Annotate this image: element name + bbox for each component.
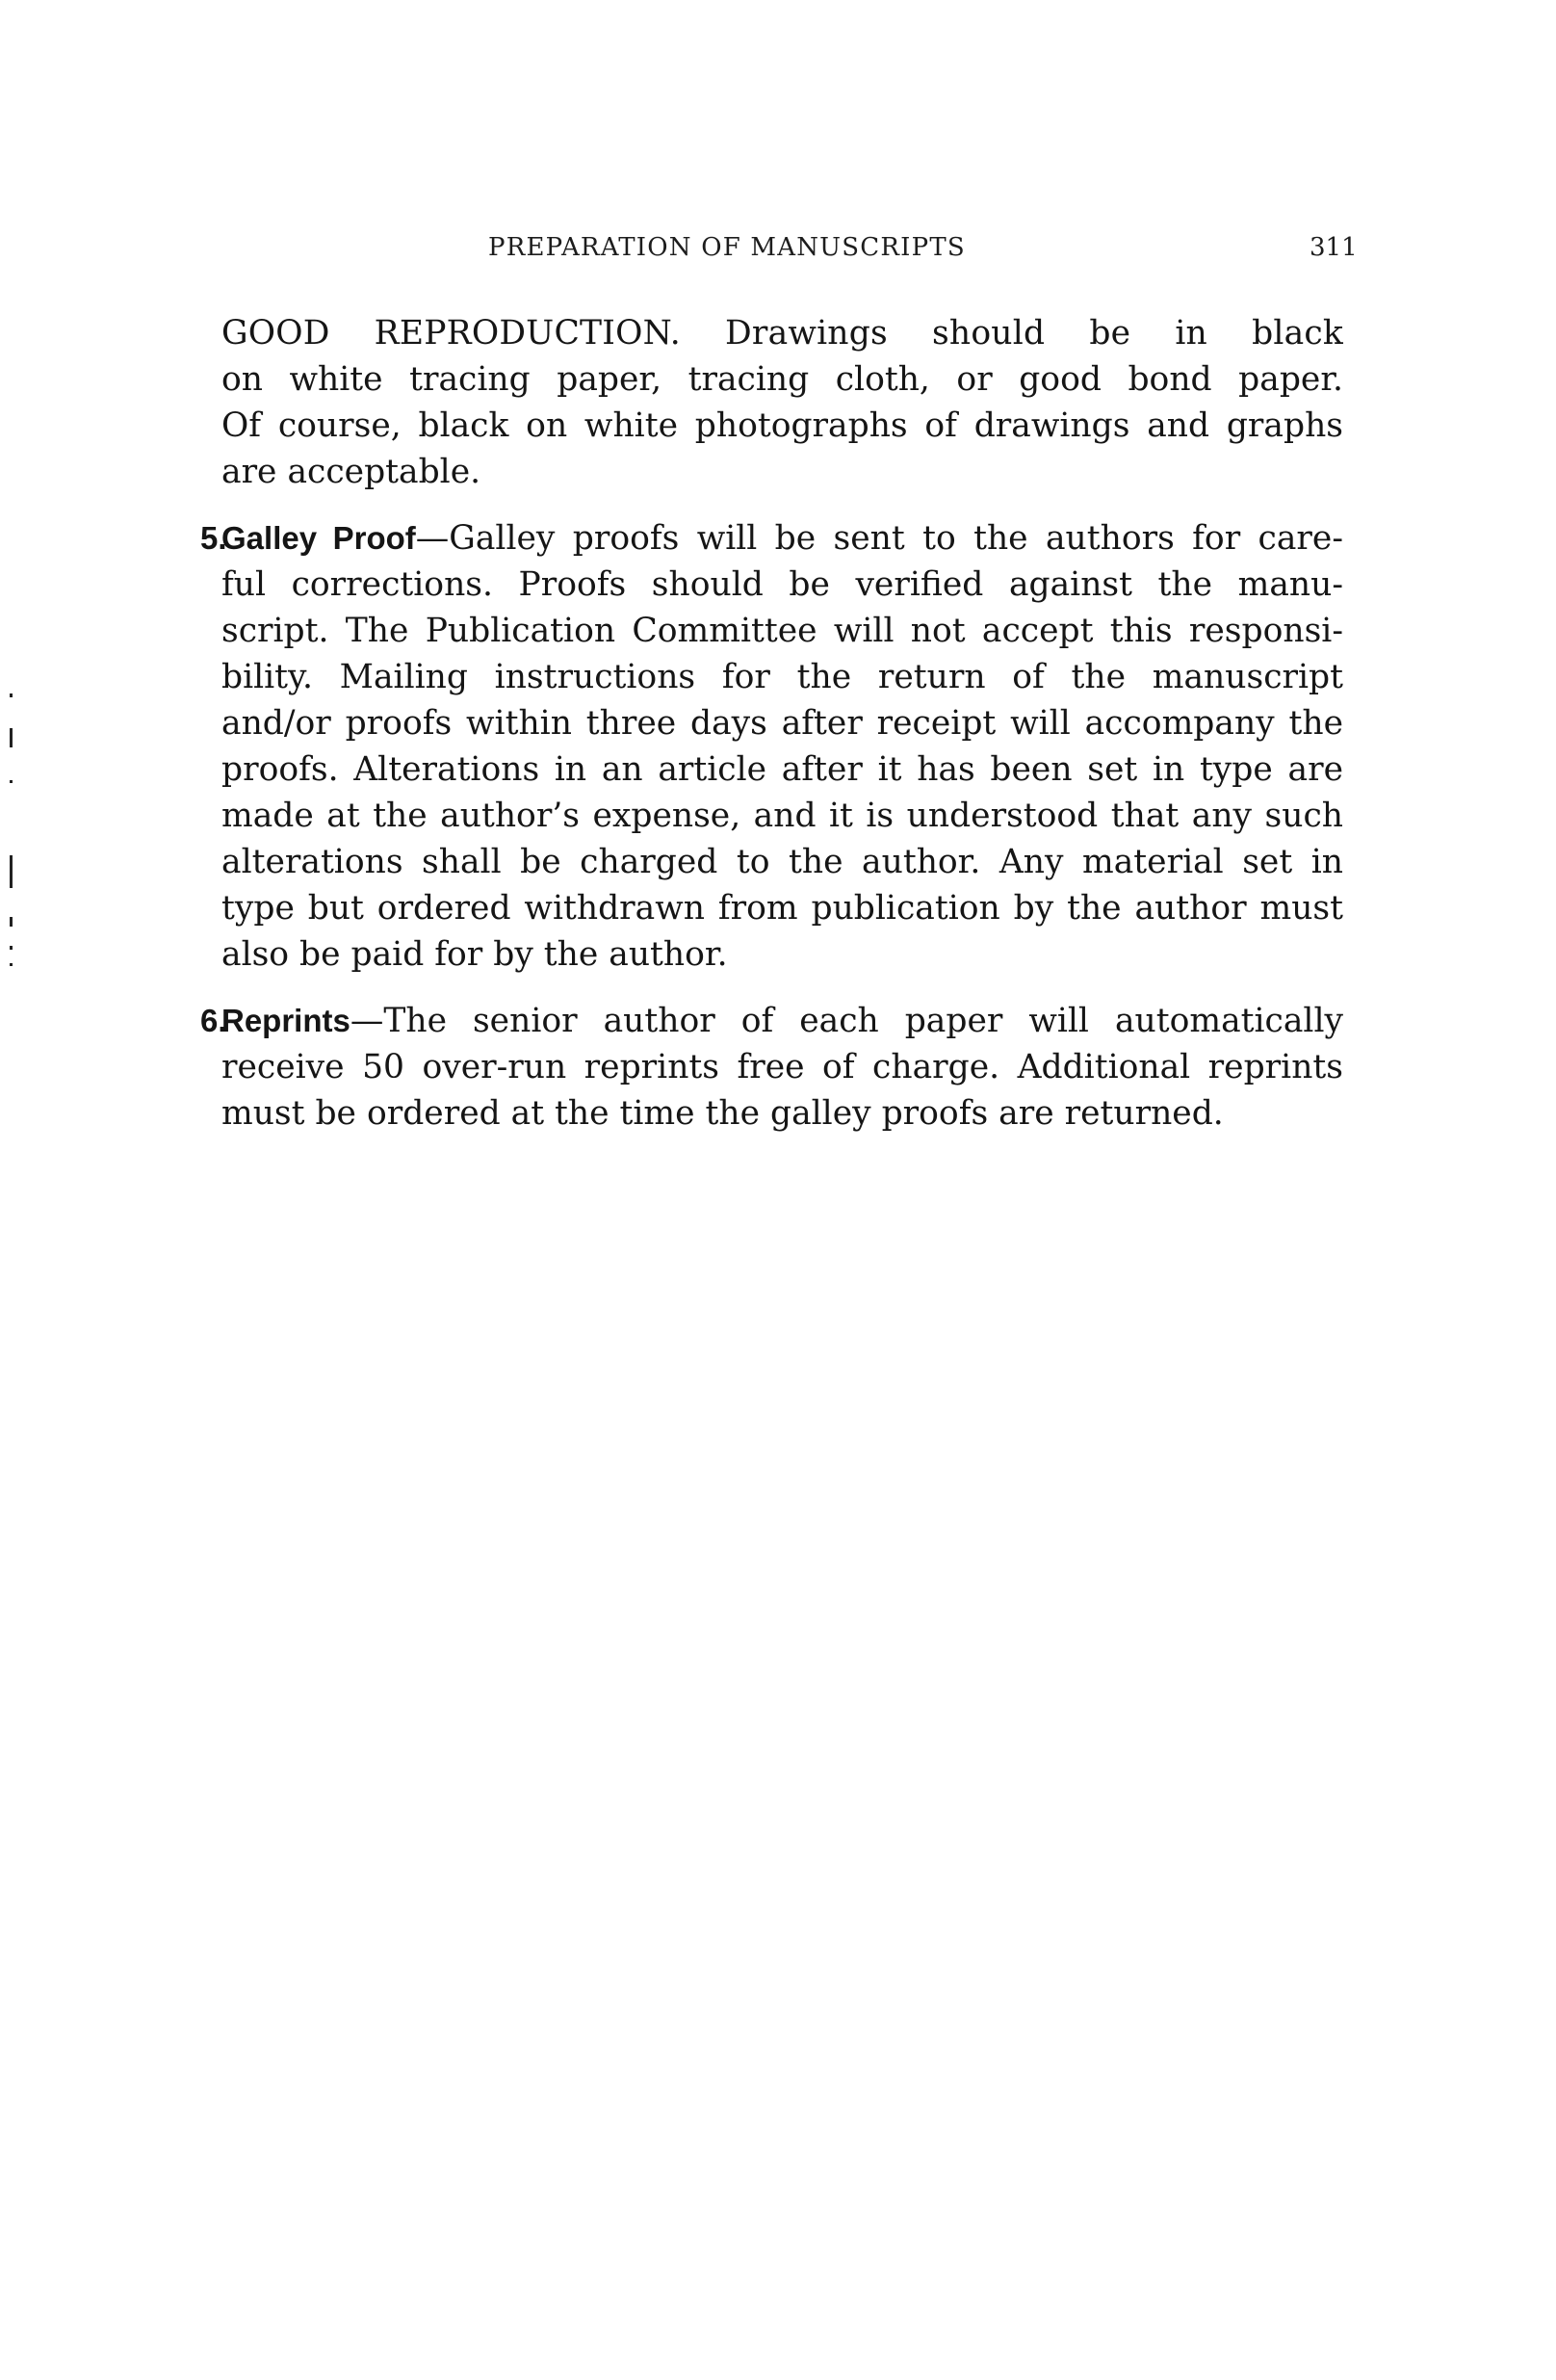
paragraph-line: must be ordered at the time the galley proofs are returned. <box>221 1094 1224 1133</box>
item-heading: Galley Proof <box>221 520 416 556</box>
item-first-line-text: —The senior author of each paper will automatically <box>350 1002 1343 1040</box>
paragraph-line: are acceptable. <box>221 453 481 491</box>
item-first-line <box>221 515 1343 562</box>
body-text <box>200 310 1343 1137</box>
margin-scan-marks <box>10 693 17 982</box>
running-head-title: PREPARATION OF MANUSCRIPTS <box>488 233 966 262</box>
item-heading: Reprints <box>221 1003 350 1038</box>
paragraph-line: also be paid for by the author. <box>221 935 728 974</box>
item-number: 5. <box>200 520 227 556</box>
paragraph-line: GOOD REPRODUCTION. Drawings should be in black <box>221 314 1343 353</box>
paragraph-line: made at the author’s expense, and it is understood that any such <box>221 797 1343 835</box>
paragraph-line: receive 50 over-run reprints free of charge. Additional reprints <box>221 1048 1343 1086</box>
paragraph-line: script. The Publication Committee will not accept this responsi- <box>221 612 1343 650</box>
paragraph-line: type but ordered withdrawn from publication by the author must <box>221 889 1343 928</box>
item-number: 6. <box>200 1003 227 1038</box>
page-number: 311 <box>1310 233 1358 262</box>
paragraph-line: and/or proofs within three days after receipt will accompany the <box>221 704 1343 743</box>
paragraph-line: proofs. Alterations in an article after it has been set in type are <box>221 750 1343 789</box>
paragraph-line: Of course, black on white photographs of drawings and graphs <box>221 406 1343 445</box>
item-first-line-text: —Galley proofs will be sent to the authors for care- <box>415 519 1343 558</box>
paragraph-line: alterations shall be charged to the author. Any material set in <box>221 843 1343 881</box>
paragraph-line: bility. Mailing instructions for the return of the manuscript <box>221 658 1343 696</box>
paragraph-line: ful corrections. Proofs should be verified against the manu- <box>221 565 1343 604</box>
list-item-galley-proof <box>200 515 1343 978</box>
intro-paragraph <box>221 310 1343 495</box>
item-first-line <box>221 998 1343 1044</box>
paragraph-line: on white tracing paper, tracing cloth, or good bond paper. <box>221 360 1343 399</box>
list-item-reprints <box>200 998 1343 1137</box>
